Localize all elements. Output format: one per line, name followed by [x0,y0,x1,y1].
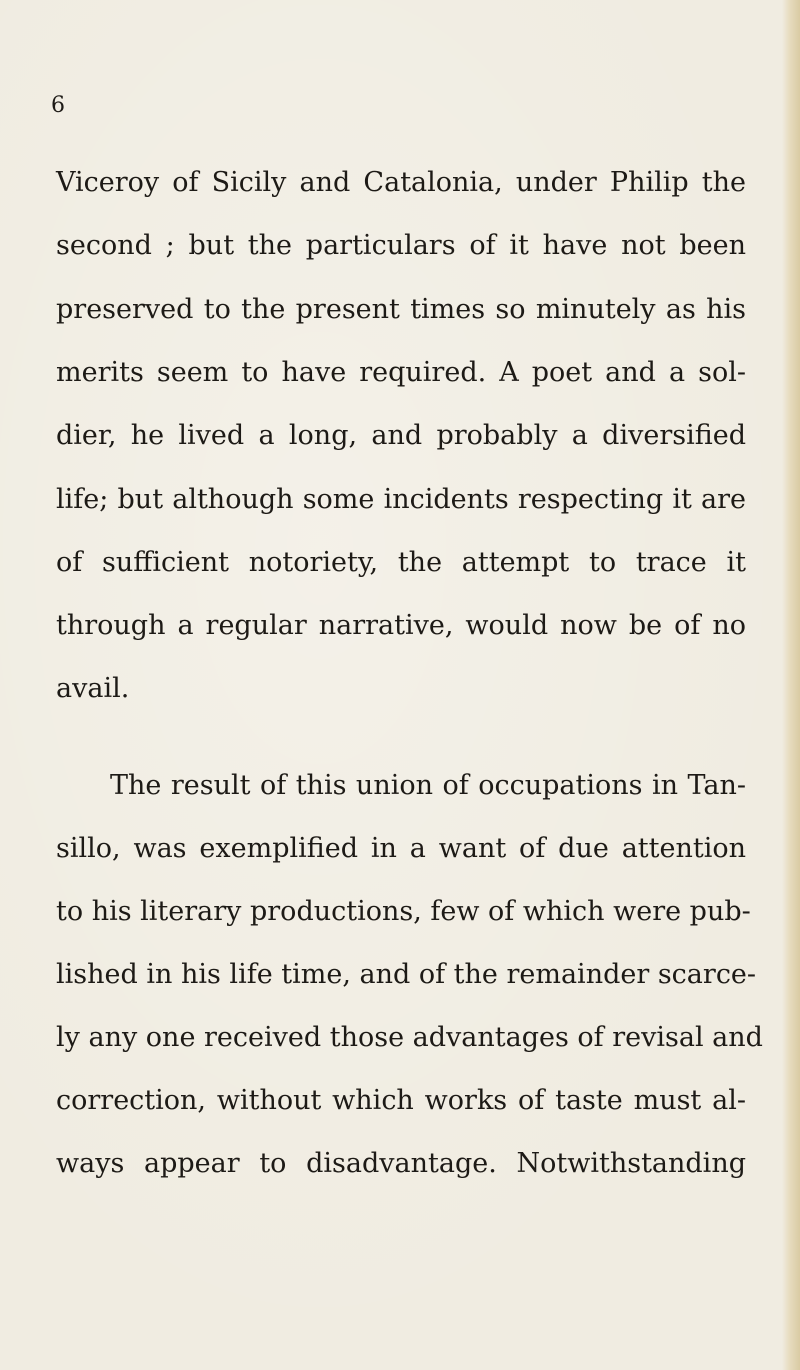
text-line: lished in his life time, and of the remainder scarce- [56,959,757,990]
text-line: avail. [56,673,130,704]
text-line: preserved to the present times so minutely as his [56,294,746,325]
page-edge [782,0,800,1370]
text-line: correction, without which works of taste must al- [56,1085,746,1116]
text-line: merits seem to have required. A poet and a sol- [56,357,746,388]
text-line: sillo, was exemplified in a want of due attention [56,833,746,864]
text-line: Viceroy of Sicily and Catalonia, under Philip the [56,167,746,198]
text-line: ways appear to disadvantage. Notwithstanding [56,1148,746,1179]
text-line: dier, he lived a long, and probably a diversified [56,420,746,451]
text-line: through a regular narrative, would now be of no [56,610,746,641]
page-number: 6 [51,93,65,118]
text-line: ly any one received those advantages of revisal and [56,1022,763,1053]
text-line: of sufficient notoriety, the attempt to trace it [56,547,746,578]
text-line: to his literary productions, few of which were pub- [56,896,751,927]
text-line: The result of this union of occupations in Tan- [110,770,746,801]
text-line: second ; but the particulars of it have not been [56,230,746,261]
text-line: life; but although some incidents respecting it are [56,484,746,515]
